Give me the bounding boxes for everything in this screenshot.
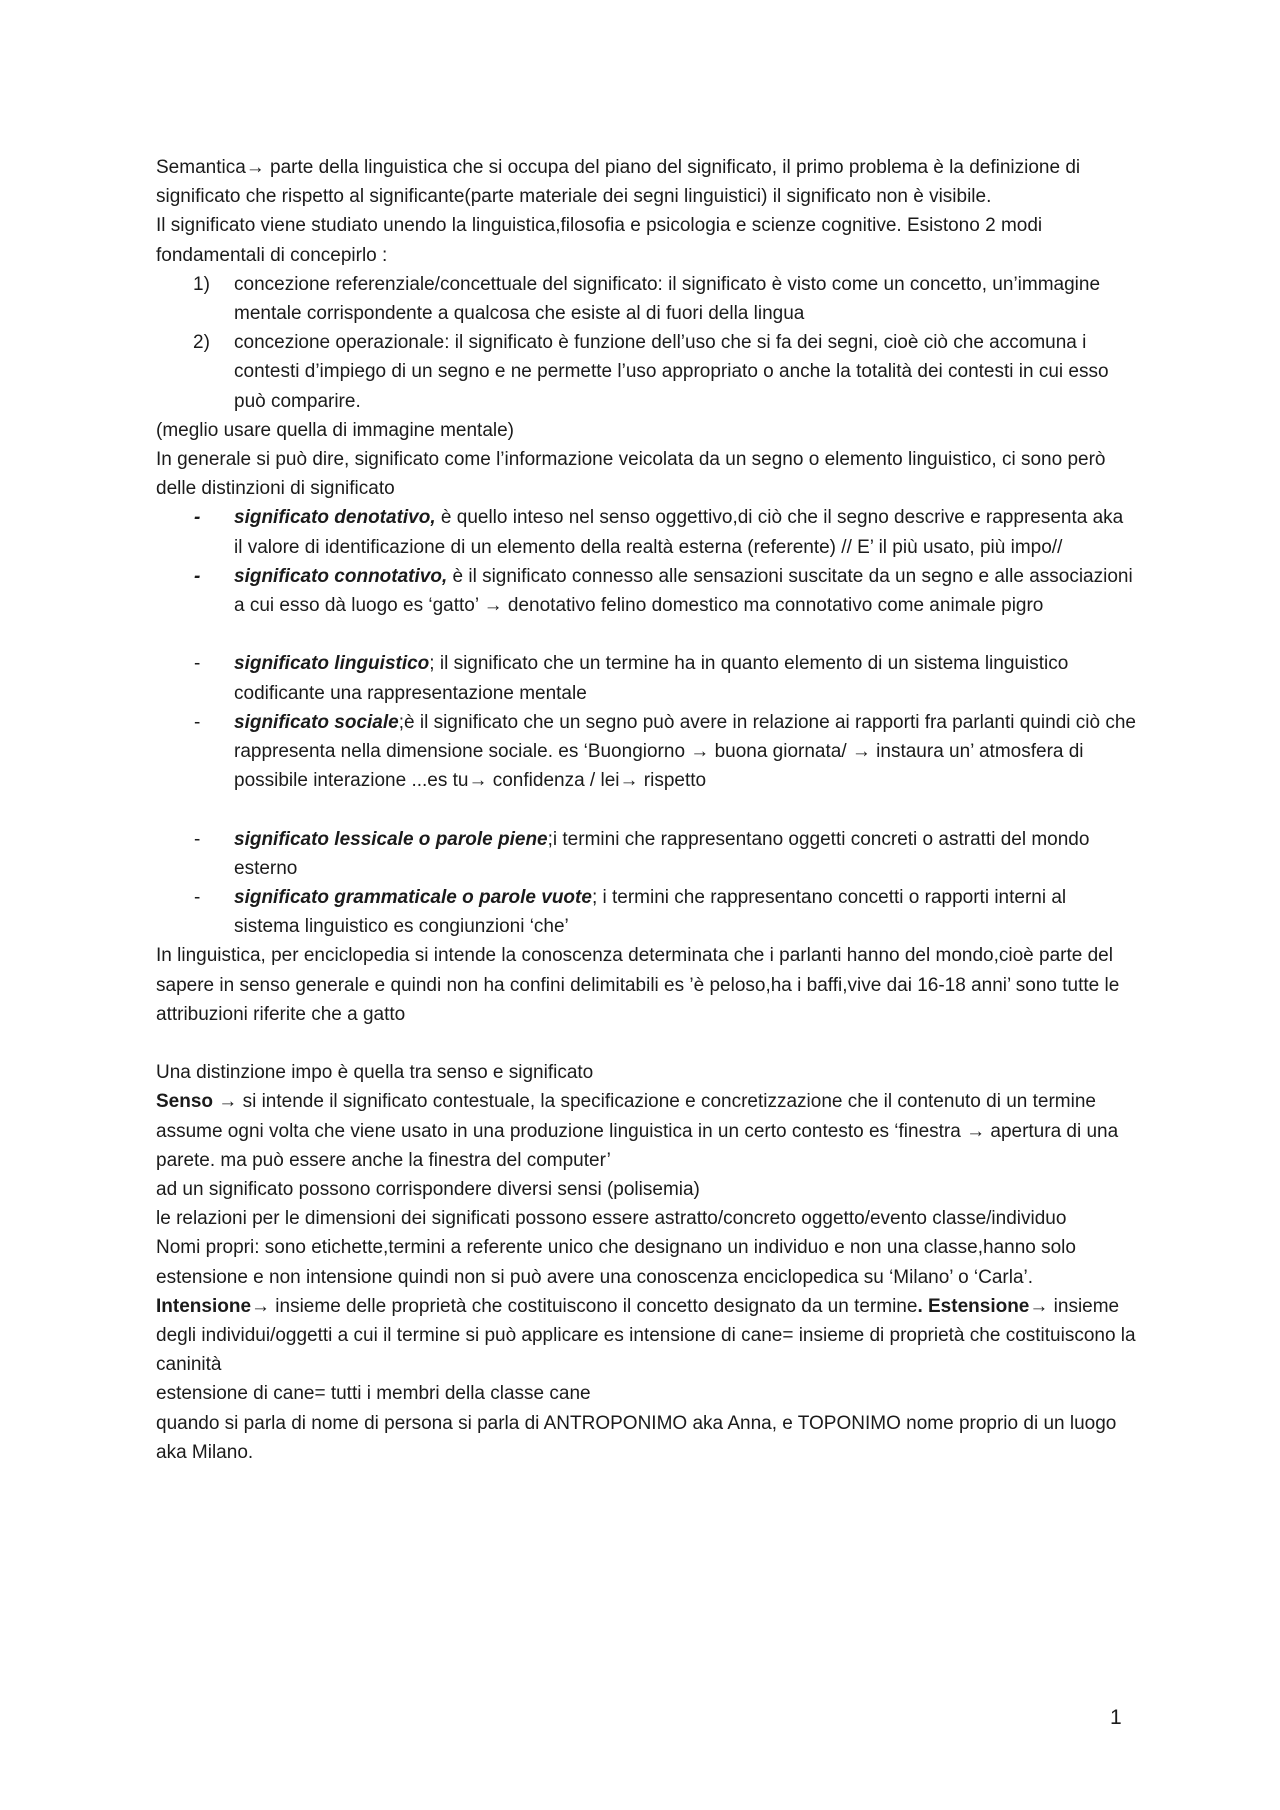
list-item-text: ; il significato che un termine ha in quanto elemento di un sistema linguistico codificante una rappresentazione mentale bbox=[234, 653, 1069, 704]
list-item bbox=[156, 649, 1136, 707]
dash-bullet: - bbox=[194, 507, 201, 529]
list-item bbox=[156, 270, 1136, 328]
dash-bullet: - bbox=[194, 653, 201, 675]
list-item bbox=[156, 328, 1136, 416]
paragraph-semantica: Semantica→ parte della linguistica che si occupa del piano del significato, il primo problema è la definizione di significato che rispetto al significante(parte materiale dei segni linguistici) il significato non è visibile. bbox=[156, 157, 1081, 208]
intensione-definition: → insieme delle proprietà che costituiscono il concetto designato da un termine bbox=[251, 1295, 918, 1317]
list-item-text: è quello inteso nel senso oggettivo,di ciò che il segno descrive e rappresenta aka il valore di identificazione di un elemento della realtà esterna (referente) // E’ il più usato, più impo// bbox=[234, 507, 1124, 558]
list-item bbox=[156, 562, 1136, 620]
list-item bbox=[156, 503, 1136, 561]
list-item-term: significato linguistico bbox=[234, 653, 430, 675]
list-item-text: concezione operazionale: il significato è funzione dell’uso che si fa dei segni, cioè ciò che accomuna i contesti d’impiego di un segno e ne permette l’uso appropriato o anche la totalità dei contesti in cui esso può comparire. bbox=[234, 332, 1109, 412]
numbered-list-concezioni bbox=[156, 270, 1136, 416]
document-body bbox=[156, 153, 1136, 1467]
list-number: 1) bbox=[193, 273, 210, 295]
paragraph-estensione-cane: estensione di cane= tutti i membri della classe cane bbox=[156, 1383, 591, 1405]
list-item bbox=[156, 708, 1136, 796]
term-senso: Senso bbox=[156, 1091, 214, 1113]
paragraph-distinzione: Una distinzione impo è quella tra senso e significato bbox=[156, 1062, 594, 1084]
paragraph-antroponimo: quando si parla di nome di persona si parla di ANTROPONIMO aka Anna, e TOPONIMO nome proprio di un luogo aka Milano. bbox=[156, 1412, 1117, 1463]
list-item-text: ; i termini che rappresentano concetti o rapporti interni al sistema linguistico es congiunzioni ‘che’ bbox=[234, 887, 1067, 938]
paragraph-senso bbox=[156, 1087, 1136, 1175]
list-number: 2) bbox=[193, 332, 210, 354]
blank-line bbox=[156, 795, 1136, 824]
dash-bullet: - bbox=[194, 711, 201, 733]
list-item-term: significato sociale bbox=[234, 711, 399, 733]
list-item-text: ;i termini che rappresentano oggetti concreti o astratti del mondo esterno bbox=[234, 828, 1090, 879]
term-intensione: Intensione bbox=[156, 1295, 252, 1317]
paragraph-enciclopedia: In linguistica, per enciclopedia si intende la conoscenza determinata che i parlanti hanno del mondo,cioè parte del sapere in senso generale e quindi non ha confini delimitabili es ’è peloso,ha i baffi,vive dai 16-18 anni’ sono tutte le attribuzioni riferite che a gatto bbox=[156, 945, 1120, 1025]
dash-bullet: - bbox=[194, 828, 201, 850]
estensione-definition: → insieme degli individui/oggetti a cui il termine si può applicare es intensione di cane= insieme di proprietà che costituiscono la caninità bbox=[156, 1295, 1136, 1376]
page-number: 1 bbox=[1110, 1706, 1122, 1729]
paragraph-informazione: In generale si può dire, significato come l’informazione veicolata da un segno o elemento linguistico, ci sono però delle distinzioni di significato bbox=[156, 449, 1106, 500]
dash-bullet: - bbox=[194, 887, 201, 909]
list-item-term: significato lessicale o parole piene bbox=[234, 828, 548, 850]
paragraph-nomi-propri-text: Nomi propri: sono etichette,termini a referente unico che designano un individuo e non una classe,hanno solo estensione e non intensione quindi non si può avere una conoscenza enciclopedica su ‘Milano’ o ‘Carla’. bbox=[156, 1237, 1076, 1288]
blank-line bbox=[156, 1029, 1136, 1058]
list-item-term: significato connotativo, bbox=[234, 565, 448, 587]
paragraph-note: (meglio usare quella di immagine mentale) bbox=[156, 419, 515, 441]
list-item bbox=[156, 825, 1136, 883]
dash-list-denotativo-connotativo bbox=[156, 503, 1136, 620]
list-item-text: ;è il significato che un segno può avere in relazione ai rapporti fra parlanti quindi ciò che rappresenta nella dimensione sociale. es ‘Buongiorno → buona giornata/ → instaura un’ atmosfera di possibile interazione ...es tu→ confidenza / lei→ rispetto bbox=[234, 711, 1136, 792]
term-estensione: . Estensione bbox=[917, 1295, 1030, 1317]
list-item-term: significato denotativo, bbox=[234, 507, 436, 529]
list-item bbox=[156, 883, 1136, 941]
paragraph-polisemia: ad un significato possono corrispondere diversi sensi (polisemia) bbox=[156, 1179, 700, 1201]
list-item-text: è il significato connesso alle sensazioni suscitate da un segno e alle associazioni a cui esso dà luogo es ‘gatto’ → denotativo felino domestico ma connotativo come animale pigro bbox=[234, 565, 1133, 617]
list-item-term: significato grammaticale o parole vuote bbox=[234, 887, 592, 909]
paragraph-relazioni: le relazioni per le dimensioni dei significati possono essere astratto/concreto oggetto/evento classe/individuo bbox=[156, 1208, 1067, 1230]
dash-list-lessicale-grammaticale bbox=[156, 825, 1136, 942]
paragraph-studio-significato: Il significato viene studiato unendo la linguistica,filosofia e psicologia e scienze cognitive. Esistono 2 modi fondamentali di concepirlo : bbox=[156, 215, 1043, 266]
paragraph-nomi-propri bbox=[156, 1233, 1136, 1379]
list-item-text: concezione referenziale/concettuale del significato: il significato è visto come un concetto, un’immagine mentale corrispondente a qualcosa che esiste al di fuori della lingua bbox=[234, 273, 1101, 325]
blank-line bbox=[156, 620, 1136, 649]
dash-bullet: - bbox=[194, 565, 201, 587]
paragraph-senso-text: → si intende il significato contestuale, la specificazione e concretizzazione che il contenuto di un termine assume ogni volta che viene usato in una produzione linguistica in un certo contesto es ‘finestra → apertura di una parete. ma può essere anche la finestra del computer’ bbox=[156, 1091, 1119, 1171]
dash-list-linguistico-sociale bbox=[156, 649, 1136, 795]
